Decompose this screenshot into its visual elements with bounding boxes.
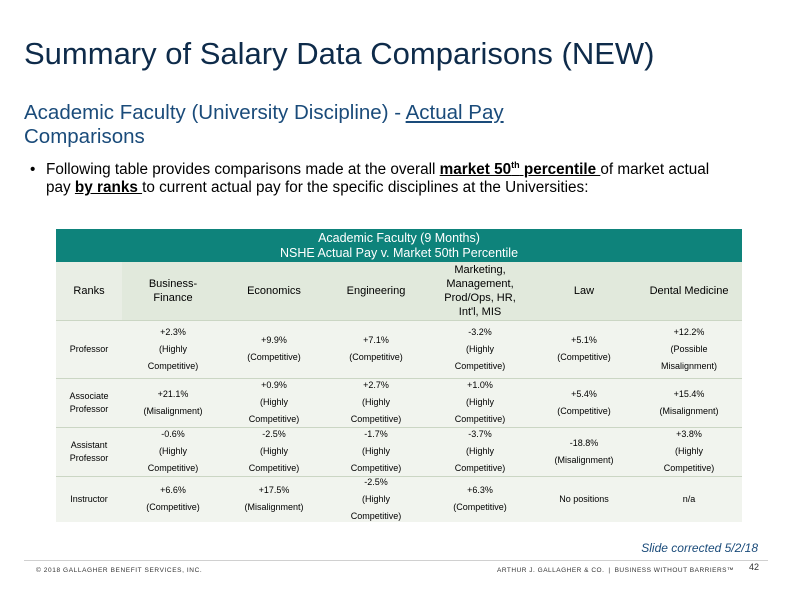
footer-divider (24, 560, 768, 561)
comparison-cell: -0.6% (Highly Competitive) (147, 429, 199, 473)
comparison-cell: -3.2% (Highly Competitive) (454, 326, 506, 371)
comparison-cell: n/a (682, 493, 696, 504)
comparison-cell: -18.8% (Misalignment) (554, 437, 614, 465)
rank-label: Instructor (70, 493, 108, 504)
comparison-cell: -3.7% (Highly Competitive) (454, 429, 506, 473)
comparison-cell: +6.6% (Competitive) (146, 485, 200, 512)
comparison-cell: -2.5% (Highly Competitive) (248, 429, 300, 473)
subtitle-underlined-text: Actual Pay (405, 101, 504, 124)
bullet-bold-market (440, 161, 601, 178)
comparison-cell: +1.0% (Highly Competitive) (454, 380, 506, 424)
comparison-cell: +5.4% (Competitive) (557, 388, 611, 416)
footer-company: ARTHUR J. GALLAGHER & CO. (497, 567, 605, 574)
comparison-cell: +21.1% (Misalignment) (143, 388, 203, 416)
comparison-cell: +5.1% (Competitive) (557, 335, 611, 362)
bullet-bold-part: percentile (519, 161, 601, 178)
comparison-cell: +2.7% (Highly Competitive) (350, 380, 402, 424)
bullet-bold-part: market 50 (439, 161, 512, 178)
column-header: Law (532, 262, 636, 320)
comparison-cell: +9.9% (Competitive) (247, 335, 301, 362)
comparison-cell: +12.2% (Possible Misalignment) (660, 326, 718, 371)
comparison-cell: +6.3% (Competitive) (453, 485, 507, 512)
table-title-line1: Academic Faculty (9 Months) (318, 231, 480, 245)
rank-label: Professor (69, 343, 109, 354)
bullet-bold-ranks: by ranks (74, 179, 143, 196)
comparison-cell: +2.3% (Highly Competitive) (147, 326, 199, 371)
slide-subtitle (24, 101, 664, 149)
rank-label: Associate Professor (69, 390, 109, 414)
column-header: Business- Finance (122, 262, 224, 320)
page-number: 42 (749, 562, 760, 572)
comparison-cell: +7.1% (Competitive) (349, 335, 403, 362)
slide-title: Summary of Salary Data Comparisons (NEW) (24, 36, 655, 71)
bullet-superscript: th (511, 159, 520, 170)
table-title-header (56, 229, 742, 262)
comparison-cell: +3.8% (Highly Competitive) (663, 429, 715, 473)
table-title-line2: NSHE Actual Pay v. Market 50th Percentile (279, 246, 519, 260)
correction-note: Slide corrected 5/2/18 (641, 541, 758, 555)
subtitle-text-line2: Comparisons (24, 125, 145, 148)
footer-tagline: BUSINESS WITHOUT BARRIERS™ (614, 567, 734, 574)
column-header: Engineering (324, 262, 428, 320)
comparison-cell: -1.7% (Highly Competitive) (350, 429, 402, 473)
bullet-dot-icon: • (30, 161, 36, 178)
bullet-paragraph (30, 161, 730, 197)
salary-comparison-table (56, 229, 742, 522)
bullet-text-part: Following table provides comparisons made at the overall (46, 161, 440, 178)
bullet-text-part: to current actual pay for the specific disciplines at the Universities: (142, 179, 589, 196)
column-header: Ranks (56, 262, 122, 320)
column-header: Dental Medicine (636, 262, 742, 320)
footer-separator: | (608, 567, 611, 574)
subtitle-text: Academic Faculty (University Discipline) - (24, 101, 406, 124)
bullet-text-part: of market actual pay (46, 161, 710, 196)
footer-copyright: © 2018 GALLAGHER BENEFIT SERVICES, INC. (36, 567, 203, 574)
comparison-cell: +0.9% (Highly Competitive) (248, 380, 300, 424)
footer-branding (497, 567, 734, 574)
comparison-cell: No positions (559, 493, 609, 504)
comparison-cell: +15.4% (Misalignment) (659, 388, 719, 416)
rank-label: Assistant Professor (69, 439, 109, 463)
comparison-cell: -2.5% (Highly Competitive) (350, 476, 402, 521)
column-header: Economics (224, 262, 324, 320)
bullet-text (46, 161, 730, 197)
comparison-cell: +17.5% (Misalignment) (244, 485, 304, 512)
column-header: Marketing, Management, Prod/Ops, HR, Int'l, MIS (428, 262, 532, 320)
